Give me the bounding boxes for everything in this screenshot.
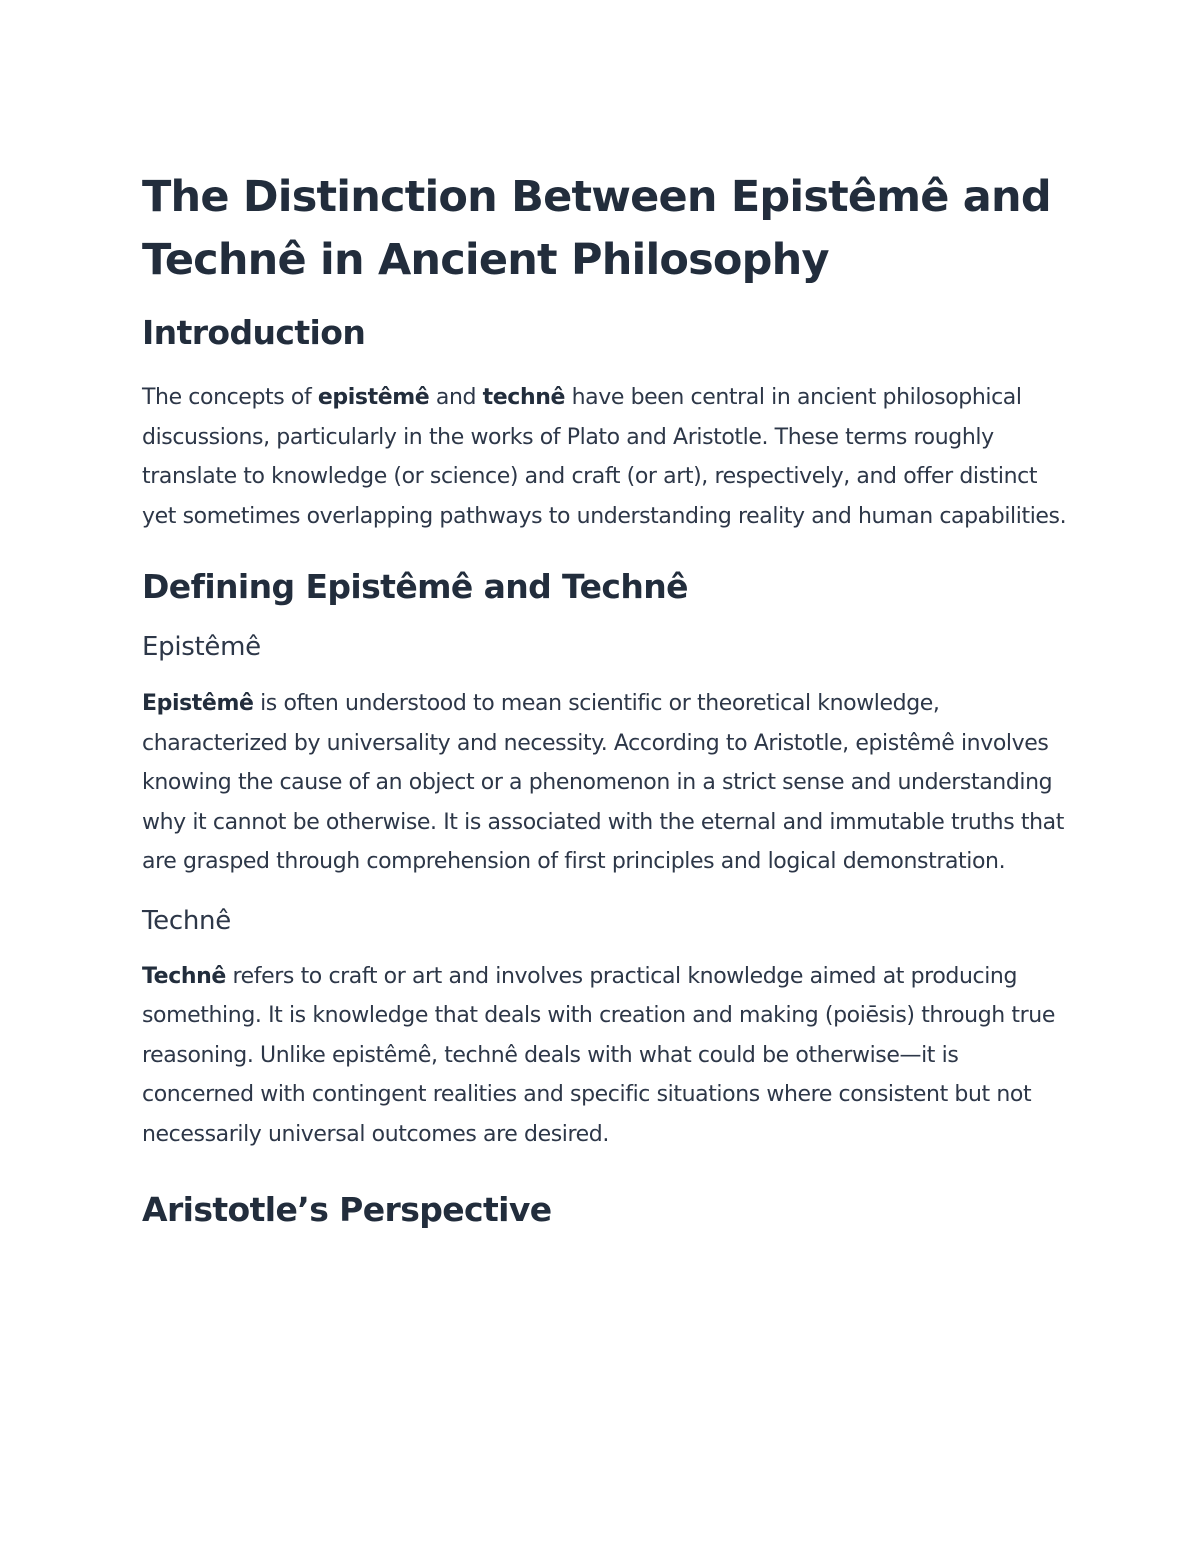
intro-text-3: have been central in ancient philosophical discussions, particularly in the works of Plato and Aristotle. These terms roughly translate to knowledge (or science) and craft (or art), respectively, and offer distinct yet sometimes overlapping pathways to understanding reality and human capabilities. bbox=[142, 385, 1067, 529]
intro-bold-techne: technê bbox=[482, 385, 565, 410]
introduction-paragraph bbox=[142, 378, 1072, 536]
episteme-text: is often understood to mean scientific or theoretical knowledge, characterized by universality and necessity. According to Aristotle, epistêmê involves knowing the cause of an object or a phenomenon in a strict sense and understanding why it cannot be otherwise. It is associated with the eternal and immutable truths that are grasped through comprehension of first principles and logical demonstration. bbox=[142, 691, 1064, 874]
subheading-episteme: Epistêmê bbox=[142, 632, 261, 662]
intro-text-1: The concepts of bbox=[142, 385, 318, 410]
techne-bold-lead: Technê bbox=[142, 963, 226, 989]
intro-text-2: and bbox=[429, 385, 483, 410]
section-heading-aristotle: Aristotle’s Perspective bbox=[142, 1190, 552, 1229]
document-page bbox=[142, 166, 1072, 1231]
episteme-paragraph bbox=[142, 684, 1072, 882]
intro-bold-episteme: epistêmê bbox=[317, 385, 430, 410]
techne-paragraph bbox=[142, 957, 1072, 1155]
episteme-bold-lead: Epistêmê bbox=[142, 691, 254, 716]
subheading-techne: Technê bbox=[142, 905, 231, 936]
techne-text: refers to craft or art and involves practical knowledge aimed at producing something. It is knowledge that deals with creation and making (poiēsis) through true reasoning. Unlike epistêmê, technê deals with what could be otherwise—it is concerned with contingent realities and specific situations where consistent but not necessarily universal outcomes are desired. bbox=[142, 963, 1055, 1147]
section-heading-defining: Defining Epistêmê and Technê bbox=[142, 567, 688, 606]
section-heading-introduction: Introduction bbox=[142, 313, 366, 352]
document-title: The Distinction Between Epistêmê and Technê in Ancient Philosophy bbox=[142, 172, 1051, 285]
